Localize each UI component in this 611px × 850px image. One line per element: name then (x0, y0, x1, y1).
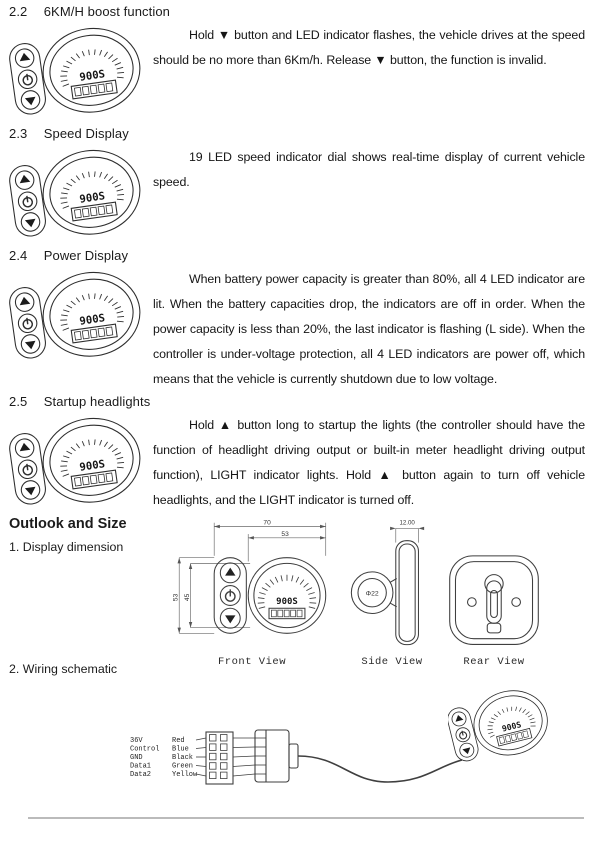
section-number: 2.2 (9, 4, 28, 19)
signal-36v: 36V (130, 737, 143, 745)
section-body-2-3: 19 LED speed indicator dial shows real-time display of current vehicle speed. (153, 150, 585, 189)
front-view-drawing (168, 518, 336, 656)
model-label: 900S (276, 597, 298, 608)
section-number: 2.3 (9, 126, 28, 141)
dial-outer (248, 558, 326, 634)
side-profile-inner (399, 544, 415, 641)
svg-text:900S: 900S (78, 189, 106, 206)
section-body-2-2: Hold ▼ button and LED indicator flashes, the vehicle drives at the speed should be no more than 6Km/h. Release ▼ button, the function is invalid. (153, 28, 585, 67)
clamp-diameter-label: Φ22 (365, 590, 379, 598)
wire-black: Black (172, 754, 194, 762)
dim-outer-width-label: 70 (263, 519, 271, 527)
section-6kmh-boost (9, 4, 585, 84)
down-arrow-icon (25, 487, 37, 496)
display-dimension-item: 1. Display dimension (9, 540, 124, 554)
down-arrow-icon (25, 219, 37, 228)
svg-text:900S: 900S (78, 67, 106, 84)
rear-body-outer (450, 556, 539, 645)
section-heading-2-4 (9, 248, 585, 263)
dim-thickness-label: 12.00 (399, 519, 415, 527)
section-heading-2-2 (9, 4, 585, 19)
wire-yellow: Yellow (172, 771, 198, 779)
pin-connector (206, 732, 233, 784)
section-number: 2.4 (9, 248, 28, 263)
section-heading-2-3 (9, 126, 585, 141)
up-arrow-icon (19, 52, 31, 61)
section-title: Speed Display (43, 126, 129, 141)
dim-outer-height-label: 53 (172, 593, 180, 602)
wiring-schematic (0, 674, 611, 821)
wire-green: Green (172, 762, 194, 771)
section-startup-headlights (9, 392, 585, 513)
screw-hole-right (512, 598, 521, 607)
up-arrow-icon (225, 568, 235, 576)
display-illustration-power (9, 267, 143, 364)
screw-hole-left (468, 598, 477, 607)
outlook-and-size-area (0, 516, 611, 821)
dim-inner-width-label: 53 (281, 530, 289, 538)
signal-data1: Data1 (130, 762, 152, 771)
wiring-schematic-item: 2. Wiring schematic (9, 662, 118, 676)
up-arrow-icon (19, 296, 31, 305)
outlook-title: Outlook and Size (9, 516, 127, 532)
down-arrow-icon (25, 341, 37, 350)
svg-text:900S: 900S (78, 457, 106, 474)
rear-view-drawing (438, 552, 550, 656)
down-arrow-icon (462, 747, 471, 755)
dial-inner (254, 563, 320, 627)
display-illustration-boost (9, 23, 143, 120)
mount-bracket (487, 581, 501, 623)
front-view-label: Front View (217, 656, 286, 668)
down-arrow-icon (25, 97, 37, 106)
cable (298, 756, 462, 782)
plug-stub (289, 744, 298, 768)
display-illustration-speed (9, 145, 143, 242)
mount-slot (491, 591, 498, 618)
side-view-label: Side View (361, 656, 423, 668)
mount-tab (487, 623, 500, 633)
side-view-drawing (344, 518, 440, 656)
down-arrow-icon (225, 615, 235, 623)
dim-inner-height-label: 45 (184, 593, 192, 602)
display-illustration-headlights (9, 413, 143, 510)
wire-blue: Blue (172, 745, 189, 754)
svg-text:900S: 900S (500, 719, 523, 734)
up-arrow-icon (454, 714, 463, 722)
signal-data2: Data2 (130, 771, 152, 779)
up-arrow-icon (19, 174, 31, 183)
section-heading-2-5 (9, 394, 585, 409)
display-illustration-wiring (448, 678, 550, 772)
section-body-2-5: Hold ▲ button long to startup the lights (the controller should have the function of headlight driving output or built-in meter headlight driving output function), LIGHT indicator lights. Hold ▲ button again to turn off vehicle headlights, and the LIGHT indicator is turned off. (153, 418, 585, 507)
section-body-2-4: When battery power capacity is greater than 80%, all 4 LED indicator are lit. When the battery capacities drop, the indicators are off in order. When the power capacity is less than 20%, the last indicator is flashing (L side). When the controller is under-voltage protection, all 4 LED indicators are power off, which means that the vehicle is currently shutdown due to low voltage. (153, 272, 585, 386)
section-title: Startup headlights (43, 394, 151, 409)
wire-red: Red (172, 737, 185, 745)
section-title: Power Display (43, 248, 129, 263)
section-number: 2.5 (9, 394, 28, 409)
signal-control: Control (130, 745, 160, 754)
signal-gnd: GND (130, 754, 143, 762)
section-title: 6KM/H boost function (43, 4, 171, 19)
rear-body-inner (455, 562, 532, 639)
up-arrow-icon (19, 442, 31, 451)
rear-view-label: Rear View (463, 656, 525, 668)
svg-text:900S: 900S (78, 311, 106, 328)
